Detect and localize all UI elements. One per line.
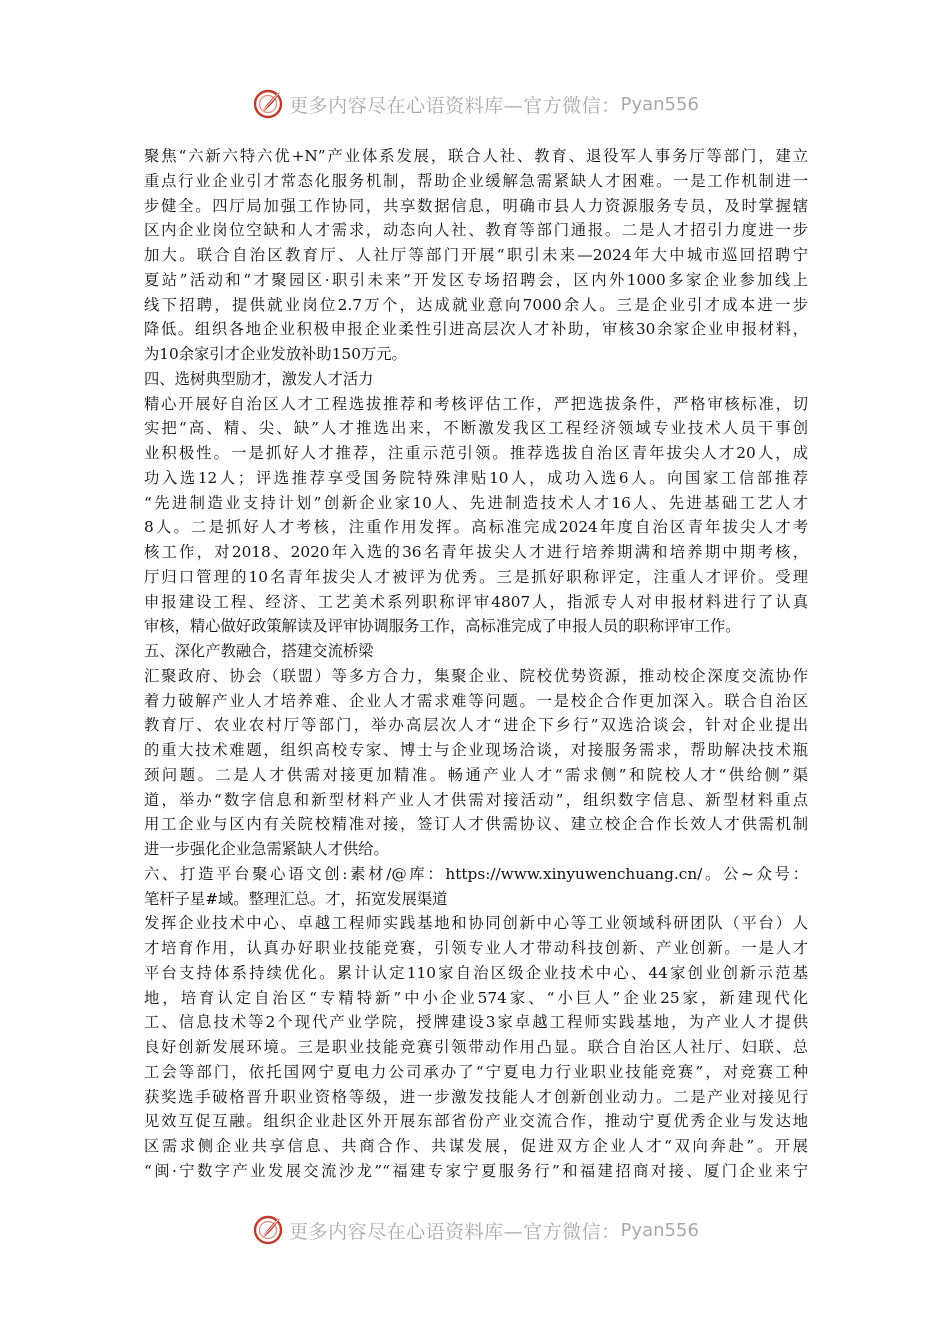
text-line: 获奖选手破格晋升职业资格等级，进一步激发技能人才创新创业动力。二是产业对接见行 (144, 1087, 808, 1106)
text-line: 颈问题。二是人才供需对接更加精准。畅通产业人才“需求侧”和院校人才“供给侧”渠 (144, 765, 808, 784)
text-line: “闽·宁数字产业发展交流沙龙”“福建专家宁夏服务行”和福建招商对接、厦门企业来宁 (144, 1161, 808, 1180)
text-line: 聚焦“六新六特六优+N”产业体系发展，联合人社、教育、退役军人事务厅等部门，建立 (144, 147, 808, 165)
footer-watermark-banner (0, 1210, 950, 1250)
text-line: 精心开展好自治区人才工程选拔推荐和考核评估工作，严把选拔条件，严格审核标准，切 (144, 394, 808, 413)
text-line: 审核，精心做好政策解读及评审协调服务工作，高标准完成了申报人员的职称评审工作。 (144, 617, 741, 636)
text-line: 工、信息技术等2个现代产业学院，授牌建设3家卓越工程师实践基地，为产业人才提供 (144, 1013, 808, 1032)
text-line: 为10余家引才企业发放补助150万元。 (144, 345, 407, 363)
text-line: 线下招聘，提供就业岗位2.7万个，达成就业意向7000余人。三是企业引才成本进一步 (144, 295, 808, 314)
text-line: 核工作，对2018、2020年入选的36名青年拔尖人才进行培养期满和培养期中期考核， (144, 543, 808, 561)
document-body (144, 144, 808, 1184)
header-watermark-banner (0, 84, 950, 124)
text-line: 夏站”活动和“才聚园区·职引未来”开发区专场招聘会，区内外1000多家企业参加线上 (144, 270, 808, 289)
text-line: 见效互促互融。组织企业赴区外开展东部省份产业交流合作，推动宁夏优秀企业与发达地 (144, 1112, 808, 1131)
watermark-text: 更多内容尽在心语资料库—官方微信： (289, 1220, 621, 1243)
watermark-wechat-id: Pyan556 (620, 93, 699, 115)
text-line: 实把“高、精、尖、缺”人才推选出来，不断激发我区工程经济领域专业技术人员干事创 (144, 419, 808, 438)
text-line: 申报建设工程、经济、工艺美术系列职称评审4807人，指派专人对申报材料进行了认真 (144, 592, 808, 611)
text-line: 重点行业企业引才常态化服务机制，帮助企业缓解急需紧缺人才困难。一是工作机制进一 (144, 171, 808, 190)
text-line: 教育厅、农业农村厅等部门，举办高层次人才“进企下乡行”双选洽谈会，针对企业提出 (144, 716, 808, 735)
text-line: 工会等部门，依托国网宁夏电力公司承办了“宁夏电力行业职业技能竞赛”，对竞赛工种 (144, 1062, 808, 1081)
text-line: 才培育作用，认真办好职业技能竞赛，引领专业人才带动科技创新、产业创新。一是人才 (144, 939, 808, 957)
text-line: 平台支持体系持续优化。累计认定110家自治区级企业技术中心、44家创业创新示范基 (144, 963, 808, 982)
text-line: 步健全。四厅局加强工作协同，共享数据信息，明确市县人力资源服务专员，及时掌握辖 (144, 196, 808, 215)
text-line: 地，培育认定自治区“专精特新”中小企业574家、“小巨人”企业25家，新建现代化 (144, 988, 808, 1007)
feather-pen-logo-icon (251, 87, 285, 121)
text-line: 区需求侧企业共享信息、共商合作、共谋发展，促进双方企业人才“双向奔赴”。开展 (144, 1137, 808, 1155)
text-line: 用工企业与区内有关院校精准对接，签订人才供需协议、建立校企合作长效人才供需机制 (144, 815, 808, 834)
text-line: 厅归口管理的10名青年拔尖人才被评为优秀。三是抓好职称评定，注重人才评价。受理 (144, 567, 808, 586)
text-line: 汇聚政府、协会（联盟）等多方合力，集聚企业、院校优势资源，推动校企深度交流协作 (144, 666, 808, 685)
text-line: 功入选12人；评选推荐享受国务院特殊津贴10人，成功入选6人。向国家工信部推荐 (144, 468, 808, 487)
text-line: 着力破解产业人才培养难、企业人才需求难等问题。一是校企合作更加深入。联合自治区 (144, 691, 808, 710)
text-line: “先进制造业支持计划”创新企业家10人、先进制造技术人才16人、先进基础工艺人才 (144, 493, 808, 512)
section-heading-4: 四、选树典型励才，激发人才活力 (144, 369, 374, 388)
watermark-wechat-id: Pyan556 (620, 1219, 699, 1241)
section-heading-5: 五、深化产教融合，搭建交流桥梁 (144, 642, 374, 660)
section-heading-6: 六、打造平台聚心语文创:素材/@库：https://www.xinyuwenchuang.cn/。公~众号： (144, 864, 808, 883)
text-line: 8人。二是抓好人才考核，注重作用发挥。高标准完成2024年度自治区青年拔尖人才考 (144, 518, 808, 537)
text-line: 良好创新发展环境。三是职业技能竞赛引领带动作用凸显。联合自治区人社厅、妇联、总 (144, 1038, 808, 1056)
text-line: 业积极性。一是抓好人才推荐，注重示范引领。推荐选拔自治区青年拔尖人才20人，成 (144, 444, 808, 462)
text-line: 加大。联合自治区教育厅、人社厅等部门开展“职引未来—2024年大中城市巡回招聘宁 (144, 246, 808, 264)
text-line: 发挥企业技术中心、卓越工程师实践基地和协同创新中心等工业领域科研团队（平台）人 (144, 914, 808, 933)
watermark-text: 更多内容尽在心语资料库—官方微信： (289, 94, 621, 117)
text-line: 进一步强化企业急需紧缺人才供给。 (144, 840, 389, 858)
feather-pen-logo-icon (251, 1213, 285, 1247)
text-line: 的重大技术难题，组织高校专家、博士与企业现场洽谈，对接服务需求，帮助解决技术瓶 (144, 741, 808, 759)
text-line: 道，举办“数字信息和新型材料产业人才供需对接活动”，组织数字信息、新型材料重点 (144, 790, 808, 809)
text-line: 降低。组织各地企业积极申报企业柔性引进高层次人才补助，审核30余家企业申报材料， (144, 320, 808, 339)
text-line: 区内企业岗位空缺和人才需求，动态向人社、教育等部门通报。二是人才招引力度进一步 (144, 221, 808, 240)
section-heading-6-cont: 笔杆子星#域。整理汇总。才，拓宽发展渠道 (144, 889, 448, 908)
